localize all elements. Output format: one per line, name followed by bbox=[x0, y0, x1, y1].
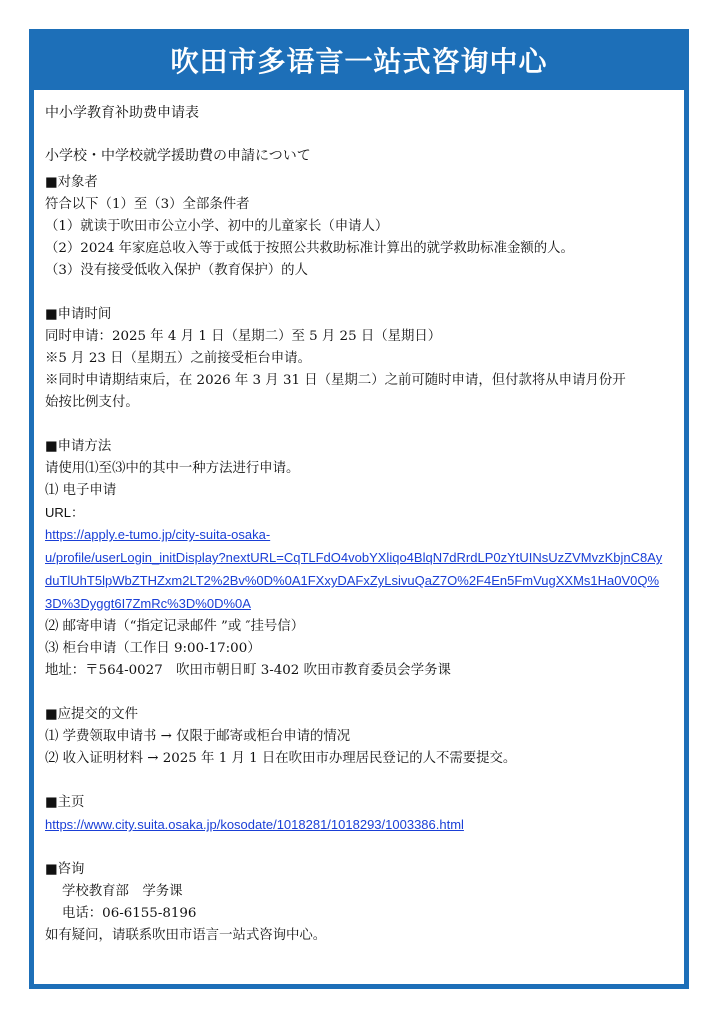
period-heading: ■申请时间 bbox=[45, 307, 112, 322]
page-title: 吹田市多语言一站式咨询中心 bbox=[34, 34, 684, 90]
target-line: （3）没有接受低收入保护（教育保护）的人 bbox=[45, 263, 308, 278]
counter-application: ⑶ 柜台申请（工作日 9:00-17:00） bbox=[45, 641, 261, 656]
document-item: ⑴ 学费领取申请书 → 仅限于邮寄或柜台申请的情况 bbox=[45, 729, 351, 744]
homepage-heading: ■主页 bbox=[45, 795, 85, 810]
target-section bbox=[45, 172, 684, 282]
period-line: ※同时申请期结束后，在 2026 年 3 月 31 日（星期二）之前可随时申请，但付款将从申请月份开 bbox=[45, 373, 626, 388]
documents-heading: ■应提交的文件 bbox=[45, 707, 138, 722]
period-line: ※5 月 23 日（星期五）之前接受柜台申请。 bbox=[45, 351, 311, 366]
homepage-link[interactable]: https://www.city.suita.osaka.jp/kosodate/1018281/1018293/1003386.html bbox=[45, 817, 464, 832]
application-url-link[interactable]: 3D%3Dyggt6I7ZmRc%3D%0D%0A bbox=[45, 596, 251, 611]
document-subtitle: 小学校・中学校就学援助費の申請について bbox=[45, 148, 311, 164]
method-section bbox=[45, 436, 684, 682]
url-label: URL： bbox=[45, 505, 85, 520]
document-frame bbox=[29, 29, 689, 989]
target-line: 符合以下（1）至（3）全部条件者 bbox=[45, 197, 250, 212]
homepage-section bbox=[45, 792, 684, 837]
form-title: 中小学教育补助费申请表 bbox=[45, 105, 199, 121]
document-body bbox=[34, 90, 684, 947]
contact-phone: 电话：06-6155-8196 bbox=[62, 906, 197, 921]
method-heading: ■申请方法 bbox=[45, 439, 112, 454]
period-line: 始按比例支付。 bbox=[45, 395, 139, 410]
target-line: （1）就读于吹田市公立小学、初中的儿童家长（申请人） bbox=[45, 219, 389, 234]
method-intro: 请使用⑴至⑶中的其中一种方法进行申请。 bbox=[45, 461, 300, 476]
documents-section bbox=[45, 704, 684, 770]
office-address: 地址：〒564-0027 吹田市朝日町 3-402 吹田市教育委员会学务课 bbox=[45, 663, 451, 678]
document-item: ⑵ 收入证明材料 → 2025 年 1 月 1 日在吹田市办理居民登记的人不需要提交。 bbox=[45, 751, 517, 766]
contact-heading: ■咨询 bbox=[45, 862, 85, 877]
mail-application: ⑵ 邮寄申请（“指定记录邮件 ”或 ″挂号信） bbox=[45, 619, 305, 634]
contact-department: 学校教育部 学务课 bbox=[62, 884, 183, 899]
electronic-application: ⑴ 电子申请 bbox=[45, 483, 117, 498]
period-line: 同时申请：2025 年 4 月 1 日（星期二）至 5 月 25 日（星期日） bbox=[45, 329, 442, 344]
contact-section bbox=[45, 859, 684, 947]
period-section bbox=[45, 304, 684, 414]
application-url-link[interactable]: duTlUhT5lpWbZTHZxm2LT2%2Bv%0D%0A1FXxyDAFxZyLsivuQaZ7O%2F4En5FmVugXXMs1Ha0V0Q% bbox=[45, 573, 660, 588]
application-url-link[interactable]: https://apply.e-tumo.jp/city-suita-osaka- bbox=[45, 527, 271, 542]
target-line: （2）2024 年家庭总收入等于或低于按照公共救助标准计算出的就学救助标准金额的人。 bbox=[45, 241, 574, 256]
target-heading: ■对象者 bbox=[45, 175, 98, 190]
application-url-link[interactable]: u/profile/userLogin_initDisplay?nextURL=CqTLFdO4vobYXliqo4BlqN7dRrdLP0zYtUINsUzZVMvzKbjnC8Ay bbox=[45, 550, 663, 565]
contact-note: 如有疑问，请联系吹田市语言一站式咨询中心。 bbox=[45, 928, 327, 943]
